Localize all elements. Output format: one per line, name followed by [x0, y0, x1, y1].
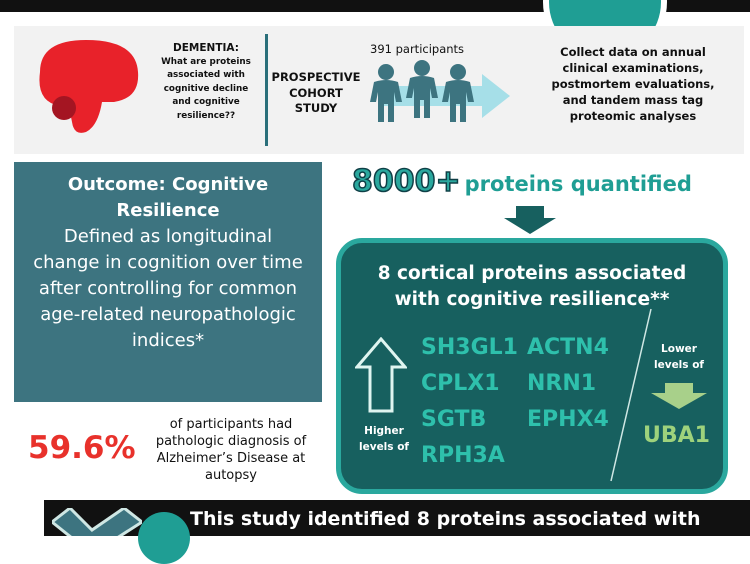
- lower-label-line: Lower: [661, 343, 697, 355]
- bottom-circle-decoration: [138, 512, 190, 564]
- collect-line: postmortem evaluations,: [551, 77, 715, 91]
- alzheimers-line: pathologic diagnosis of: [155, 434, 307, 449]
- lower-label-line: levels of: [654, 359, 704, 371]
- outcome-definition: [14, 224, 322, 354]
- bottom-summary-text: This study identified 8 proteins associated with: [190, 508, 701, 530]
- question-text: [148, 42, 264, 123]
- resilience-title: [341, 261, 723, 313]
- question-title: DEMENTIA:: [173, 42, 239, 54]
- protein-actn4: ACTN4: [527, 335, 609, 360]
- alzheimers-percent: 59.6%: [28, 430, 136, 466]
- resilience-proteins-box: [336, 238, 728, 494]
- resilience-title-line: with cognitive resilience**: [394, 289, 670, 310]
- alzheimers-description: [146, 416, 316, 484]
- protein-uba1: UBA1: [643, 423, 710, 448]
- brain-icon: [30, 36, 142, 136]
- collect-line: Collect data on annual: [560, 45, 706, 59]
- lower-levels-label: [649, 341, 709, 373]
- proteins-quantified-heading: [352, 164, 692, 199]
- down-arrow-small-icon: [649, 383, 709, 409]
- alzheimers-line: Alzheimer’s Disease at: [156, 451, 306, 466]
- alzheimers-line: of participants had: [169, 417, 293, 432]
- protein-count: 8000+: [352, 164, 461, 199]
- outcome-title: [14, 172, 322, 224]
- outcome-title-line: Resilience: [116, 200, 220, 221]
- outcome-box: [14, 162, 322, 402]
- question-line: What are proteins: [161, 56, 251, 67]
- outcome-body-line: age-related neuropathologic: [40, 304, 296, 325]
- checkmark-icon: [52, 508, 142, 536]
- collect-line: proteomic analyses: [569, 109, 697, 123]
- divider-slash: [609, 307, 653, 483]
- study-design-line: STUDY: [294, 101, 338, 115]
- proteins-quantified-label: proteins quantified: [464, 172, 692, 196]
- question-line: resilience??: [176, 110, 236, 121]
- collect-line: and tandem mass tag: [562, 93, 704, 107]
- up-arrow-icon: [355, 337, 407, 413]
- higher-label-line: levels of: [359, 441, 409, 453]
- higher-levels-label: [353, 423, 415, 455]
- protein-ephx4: EPHX4: [527, 407, 609, 432]
- data-collection-text: [530, 44, 736, 124]
- protein-cplx1: CPLX1: [421, 371, 500, 396]
- protein-nrn1: NRN1: [527, 371, 597, 396]
- protein-sh3gl1: SH3GL1: [421, 335, 518, 360]
- study-design-line: COHORT: [289, 85, 343, 100]
- higher-label-line: Higher: [364, 425, 404, 437]
- question-line: associated with: [167, 70, 245, 80]
- resilience-title-line: 8 cortical proteins associated: [377, 263, 687, 284]
- participants-arrow-icon: [364, 58, 514, 124]
- protein-sgtb: SGTB: [421, 407, 487, 432]
- protein-rph3a: RPH3A: [421, 443, 505, 468]
- outcome-body-line: indices*: [131, 330, 205, 351]
- study-design-label: [268, 70, 364, 117]
- down-arrow-icon: [502, 206, 558, 234]
- outcome-body-line: change in cognition over time: [33, 252, 303, 273]
- question-line: cognitive decline: [163, 83, 249, 94]
- study-design-line: PROSPECTIVE: [271, 70, 361, 84]
- outcome-body-line: after controlling for common: [38, 278, 298, 299]
- outcome-title-line: Outcome: Cognitive: [67, 174, 269, 195]
- participants-count: 391 participants: [370, 42, 465, 56]
- alzheimers-line: autopsy: [205, 468, 257, 483]
- collect-line: clinical examinations,: [562, 61, 704, 75]
- question-line: and cognitive: [172, 97, 240, 107]
- outcome-body-line: Defined as longitudinal: [63, 226, 273, 247]
